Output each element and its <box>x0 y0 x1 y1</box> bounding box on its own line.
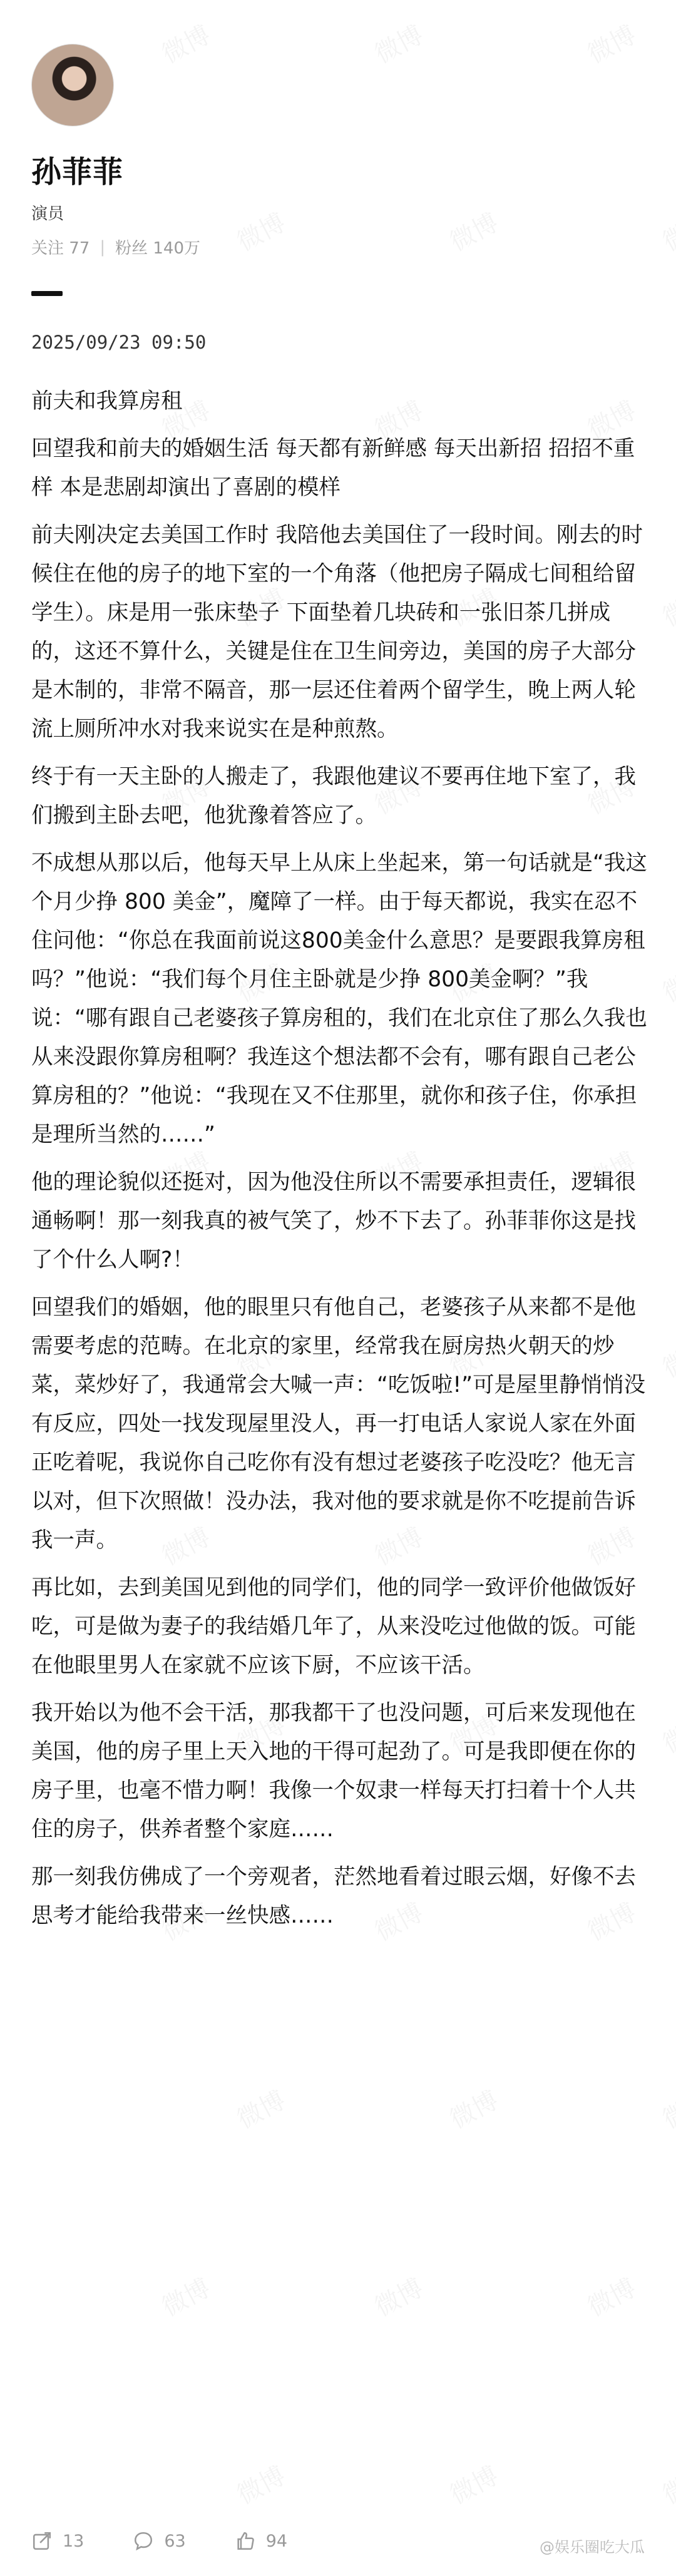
post-paragraph: 那一刻我仿佛成了一个旁观者，茫然地看着过眼云烟，好像不去思考才能给我带来一丝快感…… <box>31 1864 636 1928</box>
post-paragraph: 不成想从那以后，他每天早上从床上坐起来，第一句话就是“我这个月少挣 800 美金”，魔障了一样。由于每天都说，我实在忍不住问他：“你总在我面前说这800美金什么意思？是要跟我算房租吗？”他说：“我们每个月住主卧就是少挣 800美金啊？”我说：“哪有跟自己老婆孩子算房租的，我们在北京住了那么久我也从来没跟你算房租啊？我连这个想法都不会有，哪有跟自己老公算房租的？”他说：“我现在又不住那里，就你和孩子住，你承担是理所当然的……” <box>31 851 647 1147</box>
watermark-text <box>443 2456 503 2512</box>
watermark-text <box>655 203 676 258</box>
comment-count: 63 <box>164 2531 186 2551</box>
like-button[interactable] <box>235 2530 287 2552</box>
profile-header <box>31 44 645 296</box>
like-count: 94 <box>265 2531 288 2551</box>
post-paragraph: 回望我和前夫的婚姻生活 每天都有新鲜感 每天出新招 招招不重样 本是悲剧却演出了喜剧的模样 <box>31 436 635 500</box>
watermark-text <box>655 2456 676 2512</box>
watermark-text <box>155 2269 215 2324</box>
profile-stats <box>31 235 645 258</box>
post-paragraph: 我开始以为他不会干活，那我都干了也没问题，可后来发现他在美国，他的房子里上天入地的干得可起劲了。可是我即便在你的房子里，也毫不惜力啊！我像一个奴隶一样每天打扫着十个人共住的房子，供养者整个家庭…… <box>31 1700 636 1842</box>
share-button[interactable] <box>31 2530 84 2552</box>
followers-count[interactable]: 粉丝 140万 <box>115 239 201 258</box>
share-count: 13 <box>63 2531 84 2551</box>
stats-divider: | <box>100 237 106 257</box>
watermark-text <box>655 1330 676 1385</box>
watermark-text <box>580 2269 641 2324</box>
watermark-text <box>230 2081 290 2136</box>
watermark-text <box>655 954 676 1009</box>
profile-role: 演员 <box>31 205 64 223</box>
post-paragraph: 前夫刚决定去美国工作时 我陪他去美国住了一段时间。刚去的时候住在他的房子的地下室的一个角落（他把房子隔成七间租给留学生）。床是用一张床垫子 下面垫着几块砖和一张旧茶几拼成的，这还不算什么，关键是住在卫生间旁边，美国的房子大部分是木制的，非常不隔音，那一层还住着两个留学生，晚上两人轮流上厕所冲水对我来说实在是种煎熬。 <box>31 523 643 742</box>
watermark-text <box>230 2456 290 2512</box>
watermark-text <box>655 2081 676 2136</box>
watermark-text <box>367 2269 428 2324</box>
post-body <box>31 382 648 1944</box>
post-paragraph: 再比如，去到美国见到他的同学们，他的同学一致评价他做饭好吃，可是做为妻子的我结婚几年了，从来没吃过他做的饭。可能在他眼里男人在家就不应该下厨，不应该干活。 <box>31 1575 636 1678</box>
comment-button[interactable] <box>133 2530 185 2552</box>
brand-watermark: @娱乐圈吃大瓜 <box>540 2538 645 2556</box>
avatar[interactable] <box>31 44 114 126</box>
following-count[interactable]: 关注 77 <box>31 239 90 258</box>
post-paragraph: 他的理论貌似还挺对，因为他没住所以不需要承担责任，逻辑很通畅啊！那一刻我真的被气笑了，炒不下去了。孙菲菲你这是找了个什么人啊?！ <box>31 1170 636 1272</box>
post-paragraph: 前夫和我算房租 <box>31 389 183 414</box>
post-action-bar <box>31 2522 645 2560</box>
post-paragraph: 回望我们的婚姻，他的眼里只有他自己，老婆孩子从来都不是他需要考虑的范畴。在北京的家里，经常我在厨房热火朝天的炒菜，菜炒好了，我通常会大喊一声：“吃饭啦!”可是屋里静悄悄没有反应，四处一找发现屋里没人，再一打电话人家说人家在外面正吃着呢，我说你自己吃你有没有想过老婆孩子吃没吃？他无言以对，但下次照做！没办法，我对他的要求就是你不吃提前告诉我一声。 <box>31 1295 646 1553</box>
profile-name[interactable]: 孙菲菲 <box>31 155 124 190</box>
comment-icon <box>133 2530 154 2552</box>
watermark-text <box>655 1705 676 1761</box>
post-paragraph: 终于有一天主卧的人搬走了，我跟他建议不要再住地下室了，我们搬到主卧去吧，他犹豫着答应了。 <box>31 764 636 828</box>
post-timestamp: 2025/09/23 09:50 <box>31 332 207 353</box>
share-icon <box>31 2530 53 2552</box>
watermark-text <box>655 579 676 634</box>
thumbs-up-icon <box>235 2530 256 2552</box>
section-divider <box>31 291 63 296</box>
watermark-text <box>443 2081 503 2136</box>
